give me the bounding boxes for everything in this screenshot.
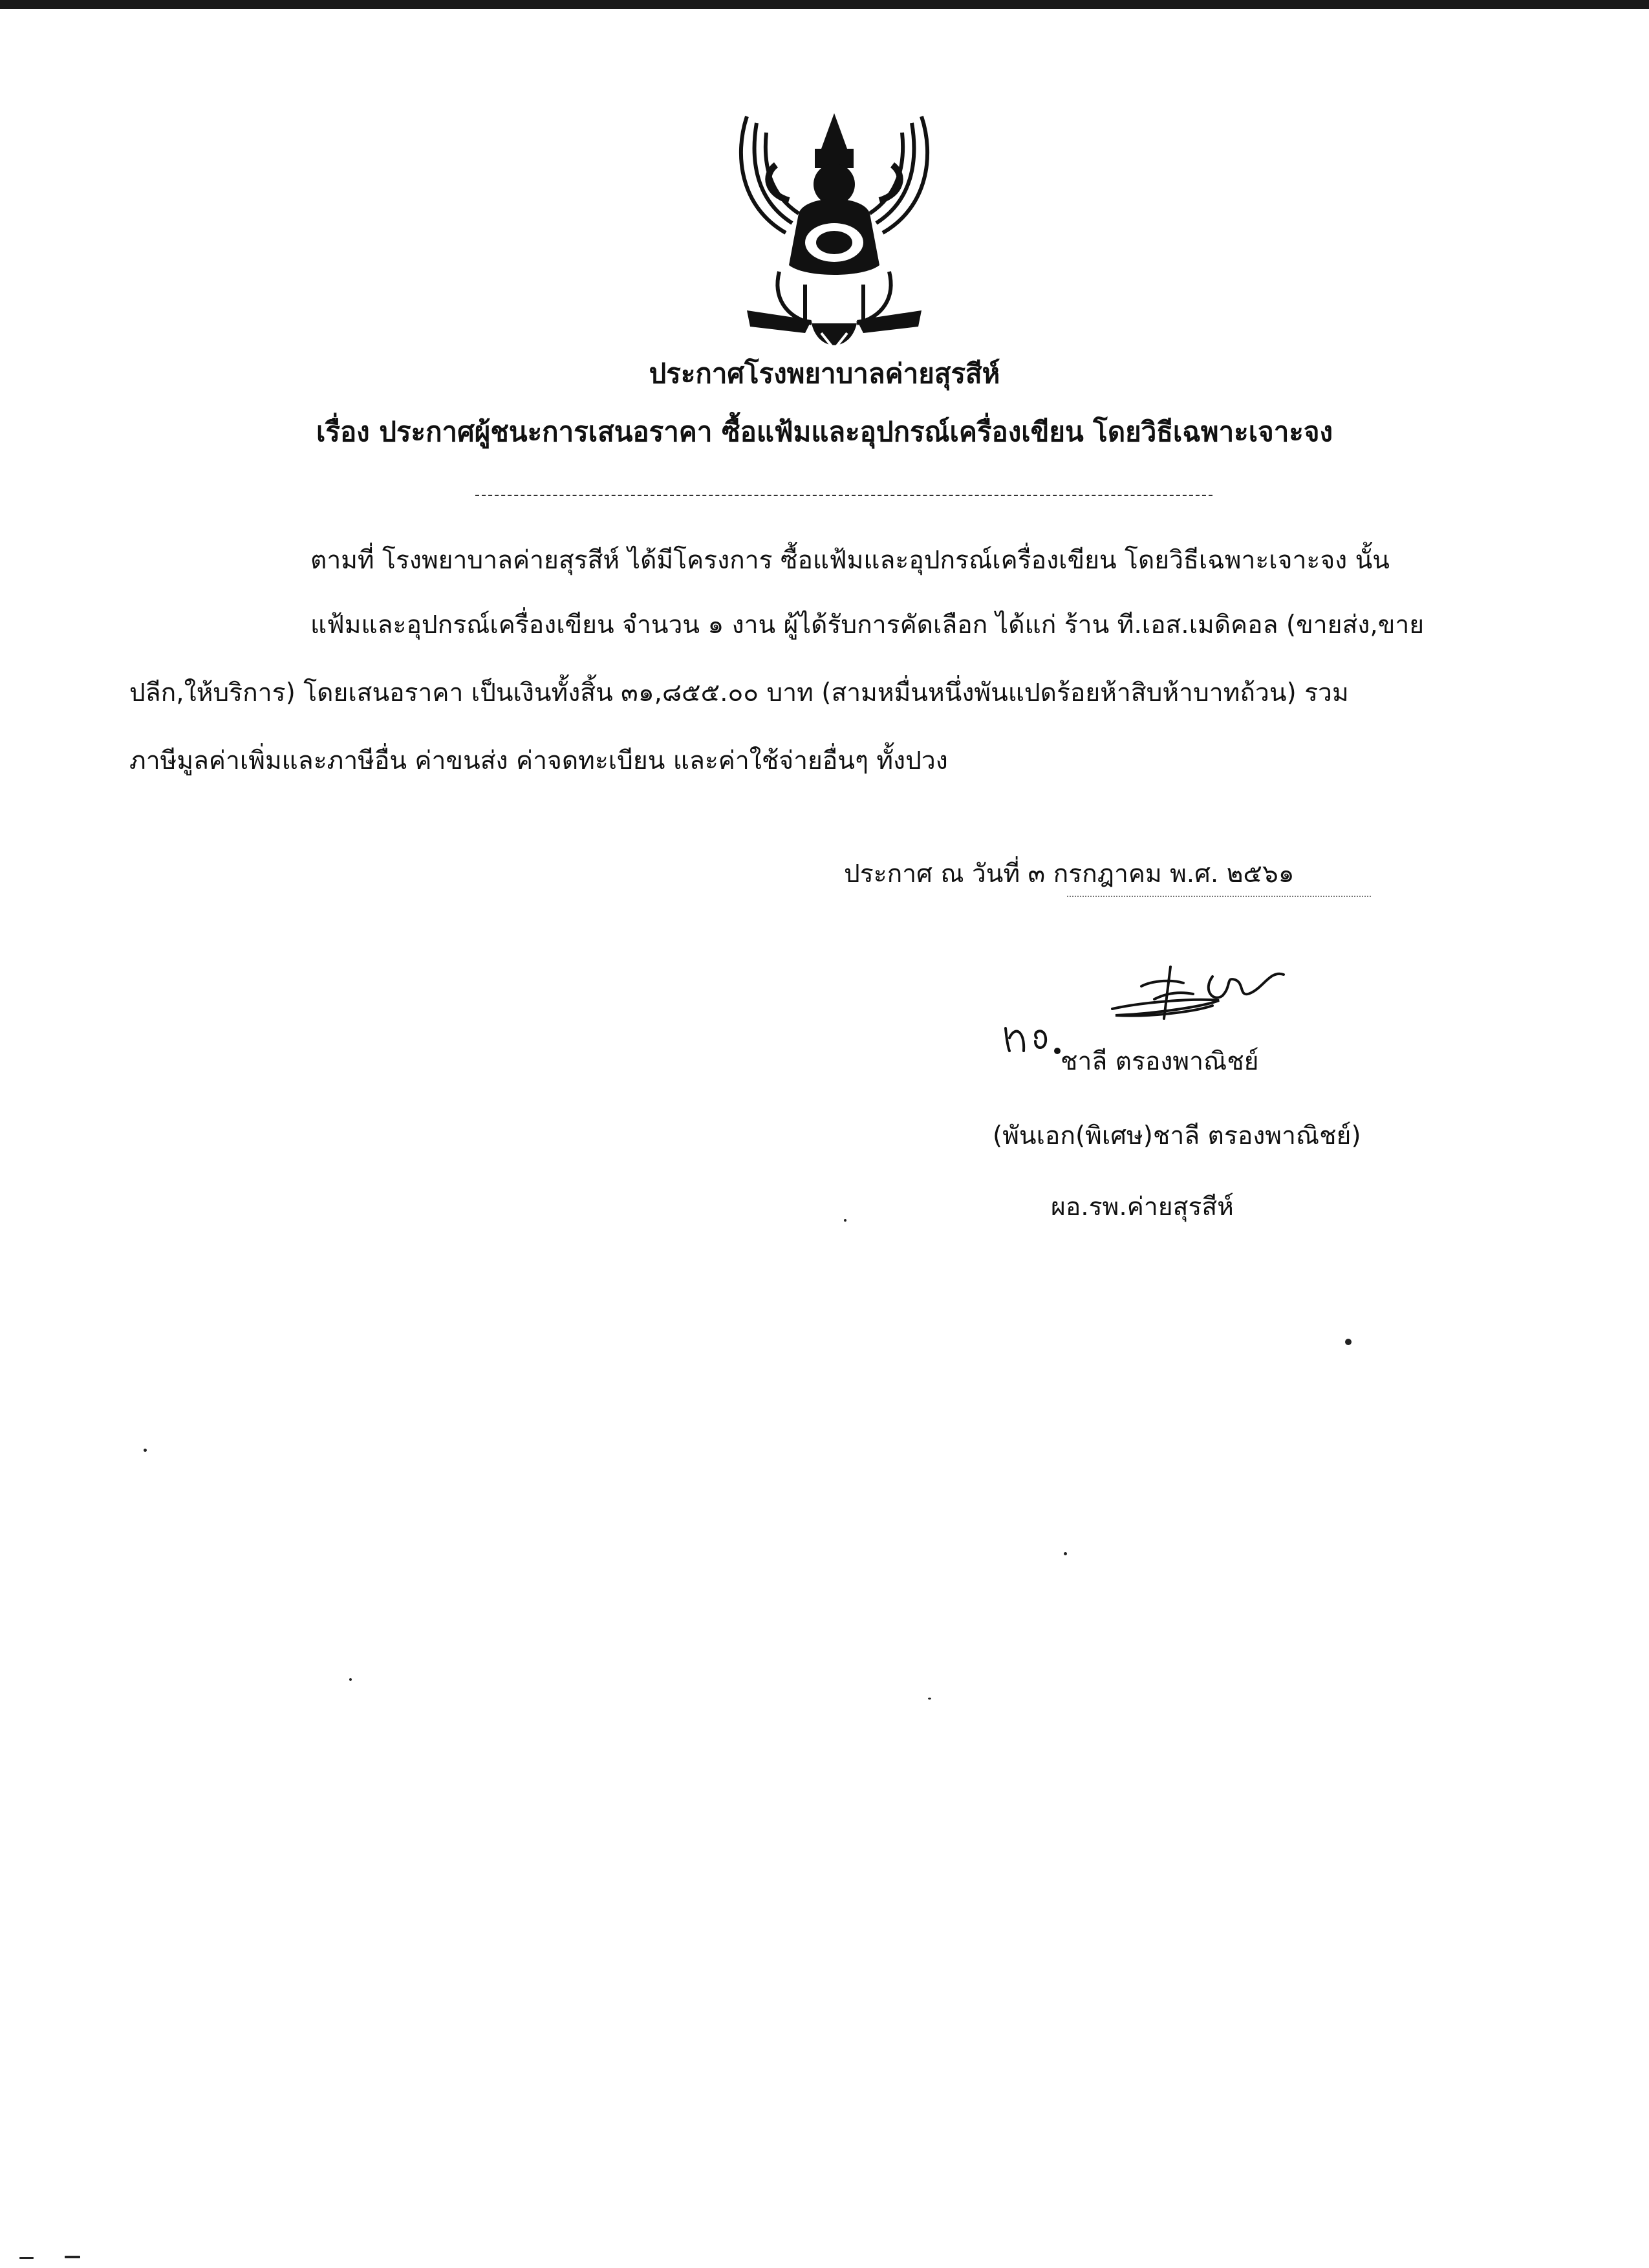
announcement-date: ประกาศ ณ วันที่ ๓ กรกฎาคม พ.ศ. ๒๕๖๑ bbox=[844, 859, 1295, 889]
scan-speck bbox=[144, 1449, 147, 1452]
document-title: ประกาศโรงพยาบาลค่ายสุรสีห์ bbox=[649, 358, 1000, 389]
body-line: ตามที่ โรงพยาบาลค่ายสุรสีห์ ได้มีโครงการ ซื้อแฟ้มและอุปกรณ์เครื่องเขียน โดยวิธีเฉพาะเจาะจง นั้น bbox=[310, 546, 1390, 575]
body-line: แฟ้มและอุปกรณ์เครื่องเขียน จำนวน ๑ งาน ผู้ได้รับการคัดเลือก ได้แก่ ร้าน ที.เอส.เมดิคอล (ขายส่ง,ขาย bbox=[310, 610, 1425, 640]
body-line: ภาษีมูลค่าเพิ่มและภาษีอื่น ค่าขนส่ง ค่าจดทะเบียน และค่าใช้จ่ายอื่นๆ ทั้งปวง bbox=[129, 746, 948, 775]
scan-speck bbox=[19, 2257, 34, 2259]
date-underline bbox=[1067, 896, 1371, 897]
scan-speck bbox=[844, 1219, 846, 1222]
scan-speck bbox=[928, 1698, 931, 1700]
scan-speck bbox=[349, 1678, 352, 1681]
scan-speck bbox=[1345, 1339, 1352, 1345]
body-line: ปลีก,ให้บริการ) โดยเสนอราคา เป็นเงินทั้งสิ้น ๓๑,๘๕๕.๐๐ บาท (สามหมื่นหนึ่งพันแปดร้อยห้าสิบห้าบาทถ้วน) รวม bbox=[129, 678, 1349, 707]
divider bbox=[475, 495, 1212, 496]
scan-speck bbox=[1064, 1552, 1067, 1555]
garuda-emblem-icon bbox=[727, 103, 941, 356]
signer-position: ผอ.รพ.ค่ายสุรสีห์ bbox=[1051, 1193, 1234, 1222]
scan-speck bbox=[65, 2256, 80, 2258]
signer-full-title: (พันเอก(พิเศษ)ชาลี ตรองพาณิชย์) bbox=[993, 1121, 1361, 1150]
signer-name: ชาลี ตรองพาณิชย์ bbox=[1061, 1047, 1259, 1076]
scan-top-edge bbox=[0, 0, 1649, 9]
document-subject: เรื่อง ประกาศผู้ชนะการเสนอราคา ซื้อแฟ้มและอุปกรณ์เครื่องเขียน โดยวิธีเฉพาะเจาะจง bbox=[316, 416, 1333, 448]
